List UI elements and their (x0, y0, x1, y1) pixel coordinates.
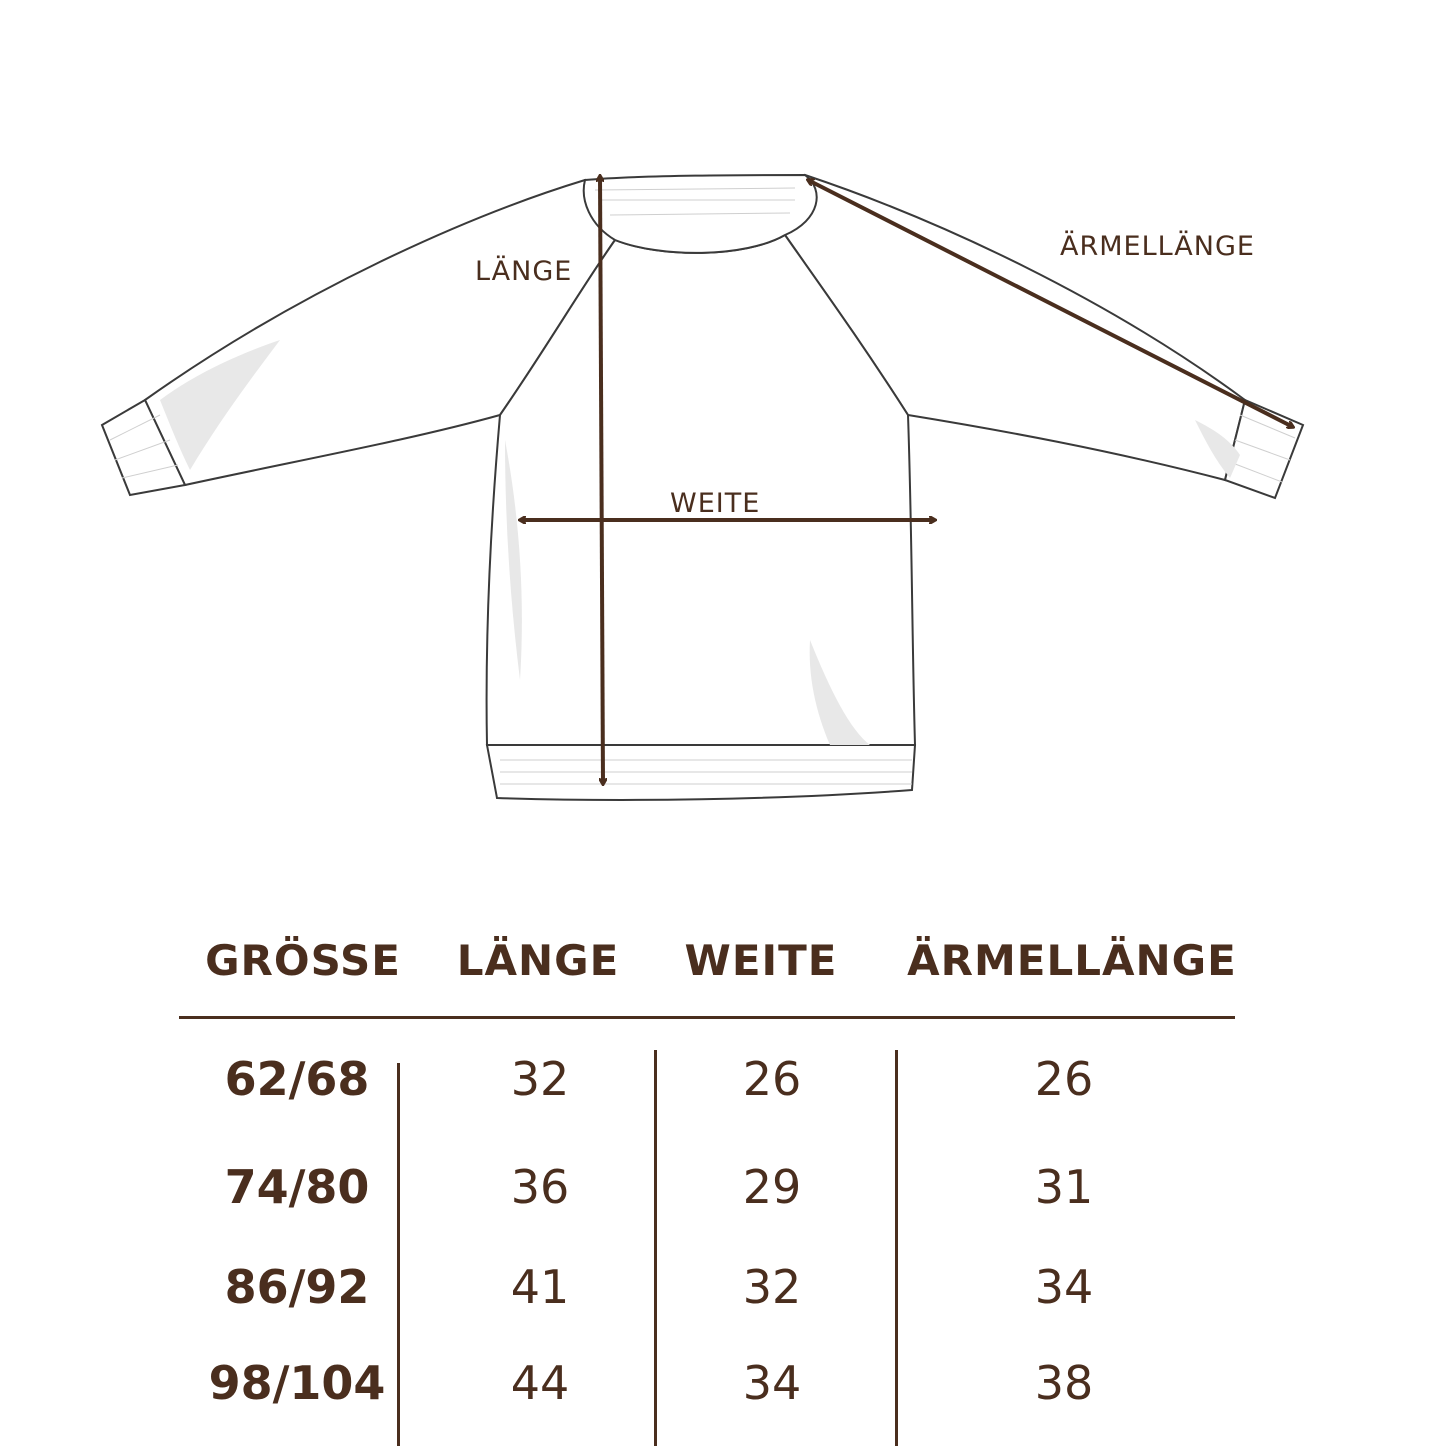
table-row-2-sleeve: 31 (1034, 1160, 1094, 1214)
column-divider-2 (654, 1050, 657, 1446)
header-sleeve: ÄRMELLÄNGE (907, 936, 1237, 985)
table-row-3-width: 32 (742, 1260, 802, 1314)
table-row-2-length: 36 (510, 1160, 570, 1214)
table-row-1-length: 32 (510, 1052, 570, 1106)
table-row-1-width: 26 (742, 1052, 802, 1106)
header-length: LÄNGE (456, 936, 620, 985)
column-divider-3 (895, 1050, 898, 1446)
table-row-4-length: 44 (510, 1356, 570, 1410)
header-divider (179, 1016, 1235, 1019)
width-label: WEITE (670, 488, 761, 519)
table-row-4-size: 98/104 (208, 1356, 386, 1410)
table-row-2-size: 74/80 (224, 1160, 370, 1214)
sleeve-label: ÄRMELLÄNGE (1060, 231, 1255, 262)
header-width: WEITE (684, 936, 838, 985)
table-row-3-size: 86/92 (224, 1260, 370, 1314)
table-row-3-length: 41 (510, 1260, 570, 1314)
table-row-4-sleeve: 38 (1034, 1356, 1094, 1410)
table-row-2-width: 29 (742, 1160, 802, 1214)
table-row-1-sleeve: 26 (1034, 1052, 1094, 1106)
table-row-1-size: 62/68 (224, 1052, 370, 1106)
table-row-3-sleeve: 34 (1034, 1260, 1094, 1314)
header-size: GRÖSSE (205, 936, 401, 985)
length-label: LÄNGE (475, 256, 573, 287)
column-divider-1 (397, 1063, 400, 1446)
table-row-4-width: 34 (742, 1356, 802, 1410)
